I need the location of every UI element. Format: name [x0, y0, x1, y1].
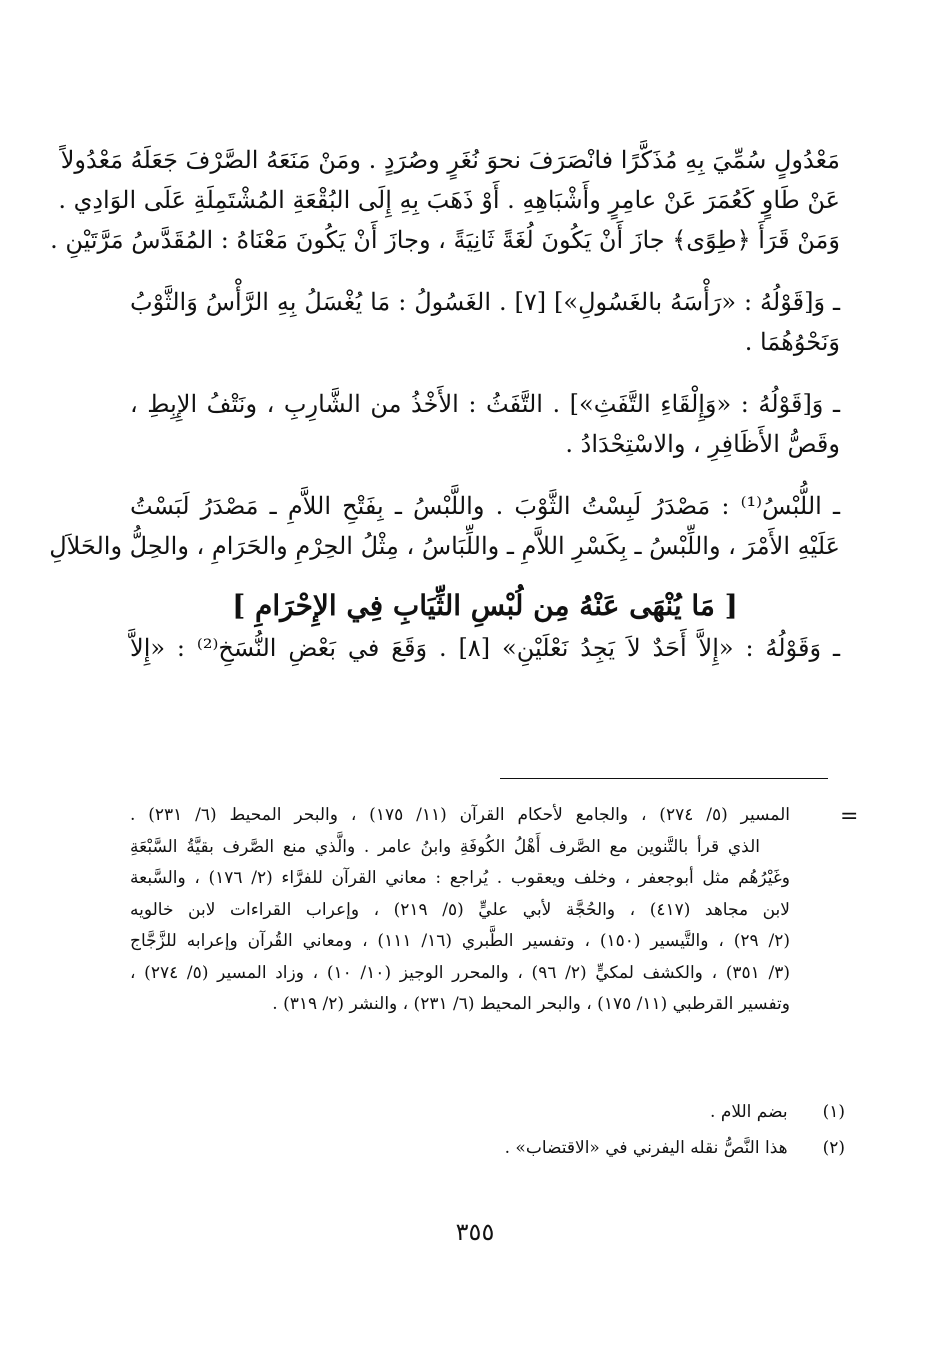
footnote-line: (٣/ ٣٥١) ، والكشف لمكيٍّ (٢/ ٩٦) ، والمحرر الوجيز (١٠/ ١٠) ، وزاد المسير (٥/ ٢٧٤) ، [130, 962, 791, 983]
footnote-number: (١) [822, 1102, 845, 1122]
text-line: وَمَنْ قَرَأَ ﴿طِوًى﴾ جازَ أَنْ يَكُونَ لُغَةً ثَانِيَةً ، وجازَ أَنْ يَكُونَ مَعْنَاهُ : المُقَدَّسُ مَرَّتَيْنِ . [50, 226, 840, 254]
text-line: ـ وَ[قَوْلُهُ : «رَأْسَهُ بالغَسُولِ»] [٧] . الغَسُولُ : مَا يُغْسَلُ بِهِ الرَّأْسُ وَالثَّوْبُ [130, 288, 840, 316]
text-line: ـ اللُّبْسُ⁽¹⁾ : مَصْدَرُ لَبِسْتُ الثَّوْبَ . واللَّبْسُ ـ بِفَتْحِ اللاَّمِ ـ مَصْدَرُ لَبَسْتُ [130, 492, 840, 520]
section-heading: [ مَا يُنْهَى عَنْهُ مِن لُبْسِ الثِّيَابِ فِي الإِحْرَامِ ] [232, 589, 738, 622]
footnote-line: وتفسير القرطبي (١١/ ١٧٥) ، والبحر المحيط (٦/ ٢٣١) ، والنشر (٢/ ٣١٩) . [272, 994, 790, 1014]
footnote-line: لابن مجاهد (٤١٧) ، والحُجَّة لأبي عليٍّ (٥/ ٢١٩) ، وإعراب القراءات لابن خالويه [130, 899, 790, 920]
text-line: مَعْدُولٍ سُمِّيَ بِهِ مُذَكَّرًا فانْصَرَفَ نحوَ نُغَرٍ وصُرَدٍ . ومَنْ مَنَعَهُ الصَّرْفَ جَعَلَهُ مَعْدُولاً [60, 146, 840, 174]
main-text-body [49, 140, 840, 668]
footnote-entry [505, 1130, 845, 1166]
text-line: وَنَحْوُهُمَا . [744, 328, 840, 356]
footnote-entries [505, 1094, 845, 1166]
footnote-line: وغَيْرُهُم مثل أبوجعفر ، وخلف ويعقوب . يُراجع : معاني القرآن للفرَّاء (٢/ ١٧٦) ، والسَّبعة [130, 868, 790, 888]
footnote-continuation-mark: = [840, 804, 859, 829]
footnote-number: (٢) [822, 1138, 845, 1158]
footnote-line: (٢/ ٢٩) ، والتَّيسير (١٥٠) ، وتفسير الطَّبري (١٦/ ١١١) ، ومعاني القُرآن وإعرابه للزَّجَّاج [130, 931, 790, 951]
text-line: ـ وَقَوْلُهُ : «إِلاَّ أَحَدٌ لاَ يَجِدُ نَعْلَيْنِ» [٨] . وَقَعَ في بَعْضِ النُّسَخِ⁽²⁾ : «إِلاَّ [130, 634, 840, 662]
footnote-separator [500, 778, 828, 779]
footnote-line: الذي قرأ بالتَّنوين مع الصَّرف أَهْلُ الكُوفَةِ وابنُ عامر . والَّذي منع الصَّرف بقيَّةُ السَّبْعَةِ [130, 836, 760, 857]
text-line: عَلَيْهِ الأَمْرَ ، واللِّبْسُ ـ بِكَسْرِ اللاَّمِ ـ واللِّبَاسُ ، مِثْلُ الحِرْمِ والحَرَامِ ، والحِلُّ والحَلاَلِ [49, 532, 840, 560]
footnote-line: المسير (٥/ ٢٧٤) ، والجامع لأحكام القرآن (١١/ ١٧٥) ، والبحر المحيط (٦/ ٢٣١) . [130, 805, 790, 825]
text-line: وقَصُّ الأَظَافِرِ ، والاسْتِحْدَادُ . [565, 430, 840, 458]
text-line: ـ وَ[قَوْلُهُ : «وَإِلْقَاءِ التَّفَثِ»] . التَّفَثُ : الأَخْذُ من الشَّارِبِ ، ونَتْفُ الإِبِطِ ، [130, 390, 840, 418]
text-line: عَنْ طَاوٍ كَعُمَرَ عَنْ عامِرٍ وأَشْبَاهِهِ . أَوْ ذَهَبَ بِهِ إِلَى البُقْعَةِ المُشْتَمِلَةِ عَلَى الوَادِي . [58, 186, 840, 214]
footnote-text: هذا النَّصُّ نقله اليفرني في «الاقتضاب» . [504, 1138, 788, 1158]
footnote-entry [505, 1094, 845, 1130]
footnote-text: بضم اللام . [710, 1102, 788, 1122]
footnotes-block [130, 800, 790, 1021]
page-number: ٣٥٥ [455, 1218, 495, 1246]
